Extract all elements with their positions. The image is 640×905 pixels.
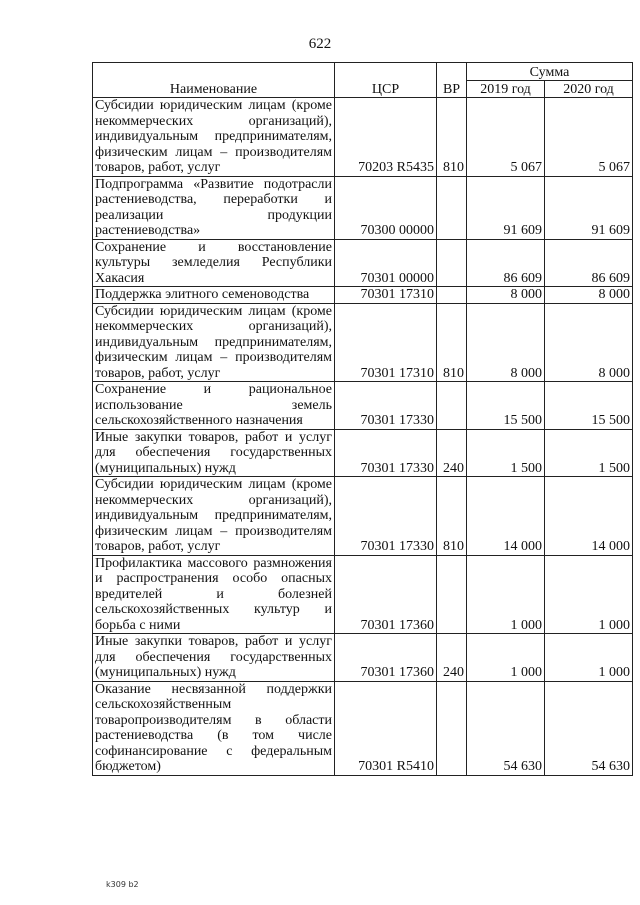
table-row xyxy=(93,477,633,556)
row-sum-2020: 1 000 xyxy=(545,634,633,682)
row-sum-2019: 1 000 xyxy=(467,555,545,634)
row-sum-2019: 1 000 xyxy=(467,634,545,682)
row-csr: 70301 17330 xyxy=(335,477,437,556)
row-name: Подпрограмма «Развитие подотрасли растениеводства, переработки и реализации продукции растениеводства» xyxy=(93,176,335,239)
row-csr: 70301 17330 xyxy=(335,382,437,430)
table-row xyxy=(93,382,633,430)
row-sum-2019: 15 500 xyxy=(467,382,545,430)
row-sum-2020: 14 000 xyxy=(545,477,633,556)
footer-code: k309 b2 xyxy=(106,880,139,889)
row-name: Сохранение и рациональное использование земель сельскохозяйственного назначения xyxy=(93,382,335,430)
row-vr: 240 xyxy=(437,634,467,682)
row-csr: 70300 00000 xyxy=(335,176,437,239)
row-sum-2020: 15 500 xyxy=(545,382,633,430)
budget-table-body xyxy=(93,98,633,776)
row-sum-2019: 14 000 xyxy=(467,477,545,556)
row-sum-2020: 86 609 xyxy=(545,239,633,287)
row-name: Профилактика массового размножения и распространения особо опасных вредителей и болезней сельскохозяйственных культур и борьба с ними xyxy=(93,555,335,634)
header-sum: Сумма xyxy=(467,63,633,81)
row-vr: 810 xyxy=(437,303,467,382)
row-sum-2020: 8 000 xyxy=(545,287,633,304)
row-sum-2020: 54 630 xyxy=(545,681,633,775)
header-row xyxy=(93,63,633,81)
row-sum-2019: 8 000 xyxy=(467,287,545,304)
table-row xyxy=(93,287,633,304)
row-name: Поддержка элитного семеноводства xyxy=(93,287,335,304)
row-sum-2019: 91 609 xyxy=(467,176,545,239)
row-name: Субсидии юридическим лицам (кроме некоммерческих организаций), индивидуальным предпринимателям, физическим лицам – производителям товаров, работ, услуг xyxy=(93,477,335,556)
table-row xyxy=(93,176,633,239)
row-vr: 810 xyxy=(437,98,467,177)
row-vr xyxy=(437,287,467,304)
row-sum-2020: 1 000 xyxy=(545,555,633,634)
row-name: Иные закупки товаров, работ и услуг для обеспечения государственных (муниципальных) нужд xyxy=(93,634,335,682)
row-vr xyxy=(437,555,467,634)
row-sum-2020: 1 500 xyxy=(545,429,633,477)
table-row xyxy=(93,681,633,775)
table-row xyxy=(93,429,633,477)
row-csr: 70203 R5435 xyxy=(335,98,437,177)
row-sum-2020: 5 067 xyxy=(545,98,633,177)
row-vr: 240 xyxy=(437,429,467,477)
row-name: Иные закупки товаров, работ и услуг для обеспечения государственных (муниципальных) нужд xyxy=(93,429,335,477)
row-csr: 70301 00000 xyxy=(335,239,437,287)
row-csr: 70301 17360 xyxy=(335,555,437,634)
row-sum-2019: 54 630 xyxy=(467,681,545,775)
table-row xyxy=(93,303,633,382)
row-name: Сохранение и восстановление культуры земледелия Республики Хакасия xyxy=(93,239,335,287)
header-year-2020: 2020 год xyxy=(545,81,633,98)
table-row xyxy=(93,555,633,634)
row-vr xyxy=(437,239,467,287)
table-row xyxy=(93,98,633,177)
row-sum-2020: 8 000 xyxy=(545,303,633,382)
row-sum-2019: 1 500 xyxy=(467,429,545,477)
header-year-2019: 2019 год xyxy=(467,81,545,98)
row-csr: 70301 R5410 xyxy=(335,681,437,775)
budget-table xyxy=(92,62,633,776)
row-sum-2020: 91 609 xyxy=(545,176,633,239)
row-csr: 70301 17360 xyxy=(335,634,437,682)
row-sum-2019: 5 067 xyxy=(467,98,545,177)
row-sum-2019: 8 000 xyxy=(467,303,545,382)
row-vr xyxy=(437,681,467,775)
row-csr: 70301 17310 xyxy=(335,303,437,382)
row-sum-2019: 86 609 xyxy=(467,239,545,287)
row-csr: 70301 17310 xyxy=(335,287,437,304)
row-vr xyxy=(437,382,467,430)
header-csr: ЦСР xyxy=(335,63,437,98)
table-row xyxy=(93,634,633,682)
table-row xyxy=(93,239,633,287)
header-name: Наименование xyxy=(93,63,335,98)
page-number: 622 xyxy=(308,36,332,52)
row-name: Субсидии юридическим лицам (кроме некоммерческих организаций), индивидуальным предпринимателям, физическим лицам – производителям товаров, работ, услуг xyxy=(93,98,335,177)
row-name: Оказание несвязанной поддержки сельскохозяйственным товаропроизводителям в области растениеводства (в том числе софинансирование с федеральным бюджетом) xyxy=(93,681,335,775)
row-name: Субсидии юридическим лицам (кроме некоммерческих организаций), индивидуальным предпринимателям, физическим лицам – производителям товаров, работ, услуг xyxy=(93,303,335,382)
header-vr: ВР xyxy=(437,63,467,98)
row-csr: 70301 17330 xyxy=(335,429,437,477)
row-vr: 810 xyxy=(437,477,467,556)
row-vr xyxy=(437,176,467,239)
